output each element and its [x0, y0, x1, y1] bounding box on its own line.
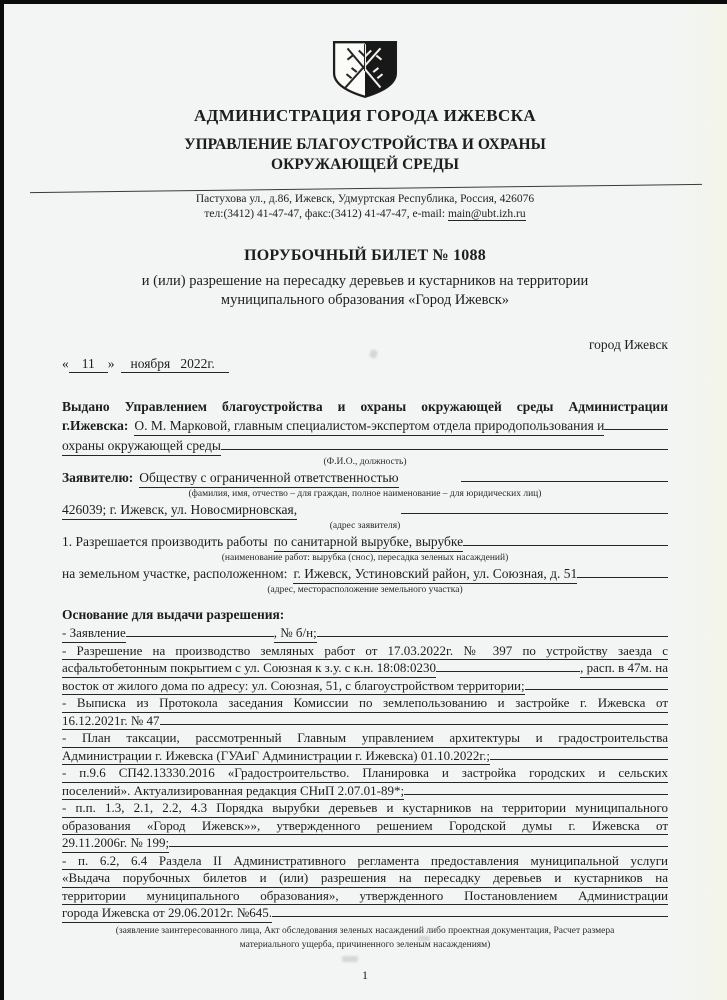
quote-open: «	[62, 356, 69, 371]
grounds-line-5: - Выписка из Протокола заседания Комиссии по землепользованию и застройке г. Ижевска от	[62, 695, 668, 713]
grounds-line-13	[62, 835, 668, 853]
document-title: ПОРУБОЧНЫЙ БИЛЕТ № 1088	[244, 247, 486, 264]
form-rule	[221, 449, 668, 450]
document-content	[62, 0, 668, 983]
grounds-line-3	[62, 660, 668, 678]
applicant-value: Обществу с ограниченной ответственностью	[139, 468, 398, 488]
email-text: main@ubt.izh.ru	[447, 208, 526, 220]
organization-name: АДМИНИСТРАЦИЯ ГОРОДА ИЖЕВСКА	[193, 106, 537, 125]
quote-close: »	[107, 356, 115, 371]
issued-by-intro: Выдано Управлением благоустройства и охраны окружающей среды Администрации	[62, 399, 668, 414]
grounds-line-15: «Выдача порубочных билетов и (или) разрешения на пересадку деревьев и кустарников на	[62, 870, 668, 888]
form-rule	[126, 636, 274, 637]
grounds-line-1	[62, 625, 668, 643]
form-rule	[577, 577, 668, 578]
caption-plot: (адрес, месторасположение земельного участка)	[267, 585, 463, 595]
grounds-line-10-text: поселений». Актуализированная редакция СНиП 2.07.01-89*;	[62, 783, 404, 801]
form-rule	[525, 689, 668, 690]
caption-grounds-1: (заявление заинтересованного лица, Акт обследования зеленых насаждений либо проектная документация, Расчет размера	[115, 925, 615, 936]
issued-by-line	[62, 416, 668, 436]
form-rule	[404, 794, 668, 795]
department-name	[62, 135, 668, 175]
grounds-line-3-right: , расп. в 47м. на	[580, 660, 668, 678]
caption-fio: (Ф.И.О., должность)	[323, 457, 407, 467]
department-line-2: ОКРУЖАЮЩЕЙ СРЕДЫ	[271, 156, 459, 173]
page-number: 1	[362, 967, 368, 982]
grounds-line-4	[62, 678, 668, 696]
issued-by-label: г.Ижевска:	[62, 418, 129, 433]
subtitle-line-2: муниципального образования «Город Ижевск»	[220, 292, 510, 308]
applicant-address-line	[62, 500, 668, 520]
issue-city: город Ижевск	[588, 337, 668, 352]
applicant-line	[62, 468, 668, 488]
form-rule	[490, 759, 668, 760]
grounds-line-12: образования «Город Ижевск»», утвержденного решением Городской думы г. Ижевска от	[62, 818, 668, 836]
form-rule	[463, 545, 668, 546]
form-rule	[272, 916, 668, 917]
grounds-line-9: - п.9.6 СП42.13330.2016 «Градостроительство. Планировка и застройка городских и сельских	[62, 765, 668, 783]
grounds-line-3-left: асфальтобетонным покрытием с ул. Союзная к з.у. с к.н. 18:08:0230	[62, 660, 436, 678]
issue-month-year: ноября 2022г.	[121, 356, 229, 373]
form-rule	[169, 846, 668, 847]
applicant-address-value: 426039; г. Ижевск, ул. Новосмирновская,	[62, 500, 297, 520]
plot-line	[62, 564, 668, 584]
caption-applicant: (фамилия, имя, отчество – для граждан, полное наименование – для юридических лиц)	[188, 489, 542, 499]
scan-artifact	[418, 936, 430, 941]
letterhead	[62, 40, 668, 222]
issue-day: 11	[69, 356, 108, 373]
grounds-line-2: - Разрешение на производство земляных работ от 17.03.2022г. № 397 по устройству заезда с	[62, 643, 668, 661]
scan-edge-left	[0, 0, 4, 1000]
grounds-application-number: , № б/н;	[274, 625, 317, 643]
form-rule	[461, 481, 668, 482]
applicant-label: Заявителю:	[62, 470, 134, 485]
grounds-line-6	[62, 713, 668, 731]
plot-value: г. Ижевск, Устиновский район, ул. Союзная, д. 51	[293, 564, 577, 584]
subtitle-line-1: и (или) разрешение на пересадку деревьев и кустарников на территории	[141, 273, 589, 289]
grounds-line-13-text: 29.11.2006г. № 199;	[62, 835, 169, 853]
grounds-line-4-text: восток от жилого дома по адресу: ул. Союзная, 51, с благоустройством территории;	[62, 678, 525, 696]
grounds-line-17-text: города Ижевска от 29.06.2012г. №645.	[62, 905, 272, 923]
grounds-line-16: территории муниципального образования», утвержденного Постановлением Администрации	[62, 888, 668, 906]
form-rule	[436, 671, 580, 672]
form-rule	[604, 429, 668, 430]
contacts-line	[62, 207, 668, 222]
form-rule	[317, 636, 668, 637]
caption-works: (наименование работ: вырубка (снос), пересадка зеленых насаждений)	[221, 553, 509, 563]
works-label: 1. Разрешается производить работы	[62, 534, 268, 549]
grounds-line-11: - п.п. 1.3, 2.1, 2.2, 4.3 Порядка вырубки деревьев и кустарников на территории муниципального	[62, 800, 668, 818]
grounds-application: - Заявление	[62, 625, 126, 643]
title-block	[62, 247, 668, 310]
works-line	[62, 532, 668, 552]
works-value: по санитарной вырубке, вырубке	[274, 532, 463, 552]
issue-date	[62, 356, 668, 373]
department-line-1: УПРАВЛЕНИЕ БЛАГОУСТРОЙСТВА И ОХРАНЫ	[184, 136, 546, 153]
caption-grounds-2: материального ущерба, причиненного зеленым насаждениям)	[239, 940, 491, 950]
issued-by-value-2: охраны окружающей среды	[62, 436, 221, 456]
phone-fax-text: тел:(3412) 41-47-47, факс:(3412) 41-47-47, e-mail:	[204, 208, 448, 220]
issued-by-line-2	[62, 436, 668, 456]
postal-address: Пастухова ул., д.86, Ижевск, Удмуртская Республика, Россия, 426076	[195, 193, 535, 205]
izhevsk-coat-of-arms-icon	[331, 40, 399, 100]
caption-address: (адрес заявителя)	[329, 521, 401, 531]
issued-by-value-1: О. М. Марковой, главным специалистом-экспертом отдела природопользования и	[134, 416, 604, 436]
grounds-line-14: - п. 6.2, 6.4 Раздела II Административного регламента предоставления муниципальной услуги	[62, 853, 668, 871]
form-body	[62, 397, 668, 983]
plot-label: на земельном участке, расположенном:	[62, 566, 288, 581]
grounds-line-6-text: 16.12.2021г. № 47	[62, 713, 160, 731]
grounds-line-17	[62, 905, 668, 923]
form-rule	[401, 513, 668, 514]
grounds-line-8	[62, 748, 668, 766]
grounds-line-10	[62, 783, 668, 801]
grounds-line-7: - План таксации, рассмотренный Главным управлением архитектуры и градостроительства	[62, 730, 668, 748]
document-subtitle	[62, 272, 668, 310]
form-rule	[160, 724, 668, 725]
scan-artifact	[342, 956, 358, 962]
grounds-heading: Основание для выдачи разрешения:	[62, 607, 285, 622]
grounds-line-8-text: Администрации г. Ижевска (ГУАиГ Администрации г. Ижевска) 01.10.2022г.;	[62, 748, 490, 766]
